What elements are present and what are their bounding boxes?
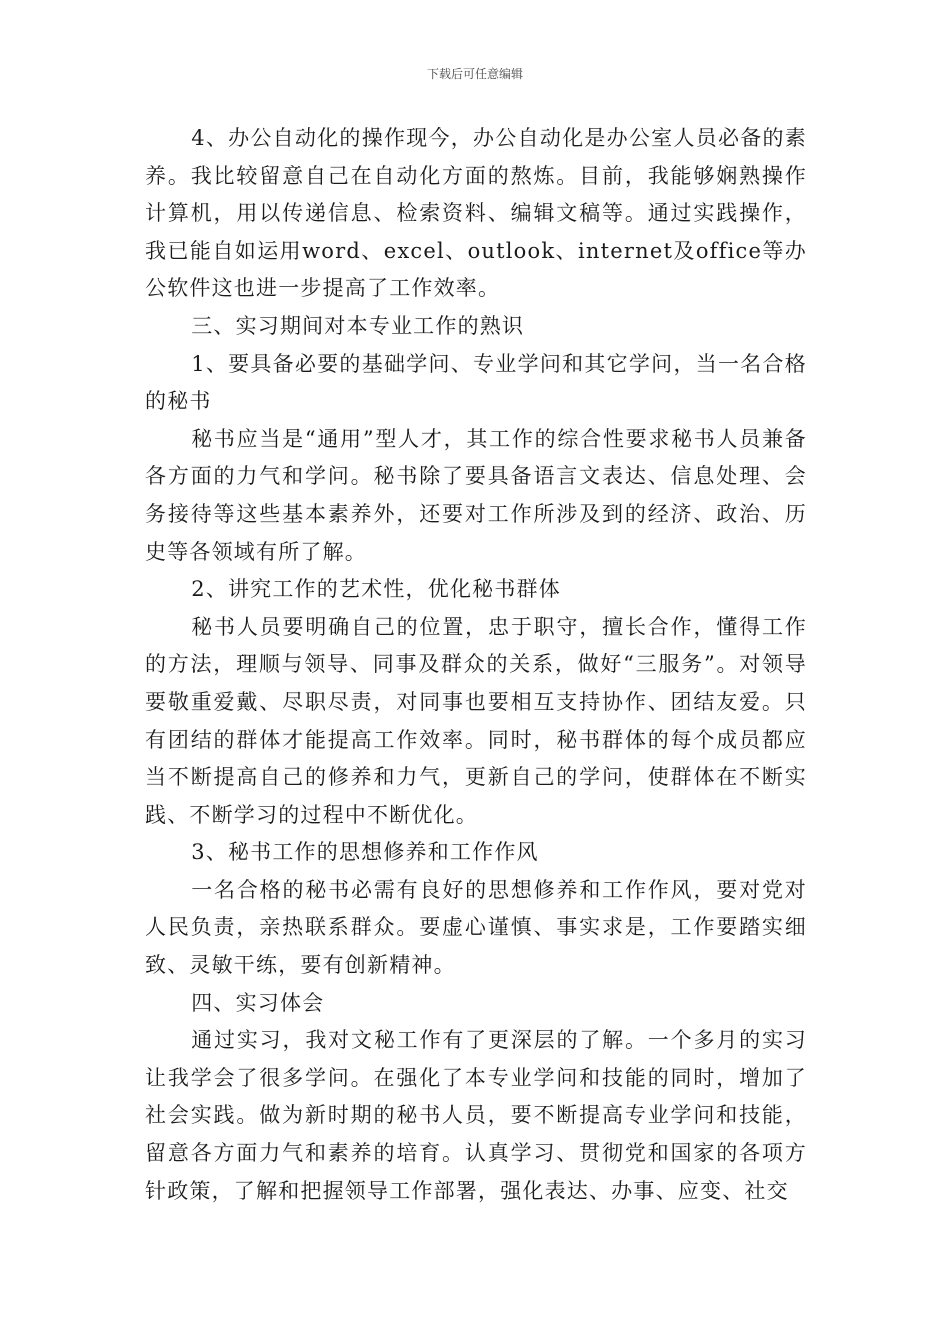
paragraph-office-automation: 4、办公自动化的操作现今，办公自动化是办公室人员必备的素养。我比较留意自己在自动化方面的熬炼。目前，我能够娴熟操作计算机，用以传递信息、检索资料、编辑文稿等。通过实践操作，我已能自如运用word、excel、outlook、internet及office等办公软件这也进一步提高了工作效率。 bbox=[145, 126, 807, 301]
subheading-2: 2、讲究工作的艺术性，优化秘书群体 bbox=[191, 577, 561, 602]
subheading-3: 3、秘书工作的思想修养和工作作风 bbox=[191, 840, 539, 865]
section-heading-4: 四、实习体会 bbox=[191, 990, 325, 1015]
section-heading-3: 三、实习期间对本专业工作的熟识 bbox=[191, 313, 525, 338]
document-body bbox=[145, 120, 807, 1210]
paragraph-internship-experience: 通过实习，我对文秘工作有了更深层的了解。一个多月的实习让我学会了很多学问。在强化了本专业学问和技能的同时，增加了社会实践。做为新时期的秘书人员，要不断提高专业学问和技能，留意各方面力气和素养的培育。认真学习、贯彻党和国家的各项方针政策，了解和把握领导工作部署，强化表达、办事、应变、社交 bbox=[145, 1028, 807, 1203]
subheading-1: 1、要具备必要的基础学问、专业学问和其它学问，当一名合格的秘书 bbox=[145, 351, 807, 414]
paragraph-general-talent: 秘书应当是“通用”型人才，其工作的综合性要求秘书人员兼备各方面的力气和学问。秘书除了要具备语言文表达、信息处理、会务接待等这些基本素养外，还要对工作所涉及到的经济、政治、历史等各领域有所了解。 bbox=[145, 426, 807, 564]
page-header-note: 下载后可任意编辑 bbox=[426, 67, 523, 81]
paragraph-position-duty: 秘书人员要明确自己的位置，忠于职守，擅长合作，懂得工作的方法，理顺与领导、同事及群众的关系，做好“三服务”。对领导要敬重爱戴、尽职尽责，对同事也要相互支持协作、团结友爱。只有团结的群体才能提高工作效率。同时，秘书群体的每个成员都应当不断提高自己的修养和力气，更新自己的学问，使群体在不断实践、不断学习的过程中不断优化。 bbox=[145, 614, 807, 827]
paragraph-qualified-secretary: 一名合格的秘书必需有良好的思想修养和工作作风，要对党对人民负责，亲热联系群众。要虚心谨慎、事实求是，工作要踏实细致、灵敏干练，要有创新精神。 bbox=[145, 877, 807, 978]
